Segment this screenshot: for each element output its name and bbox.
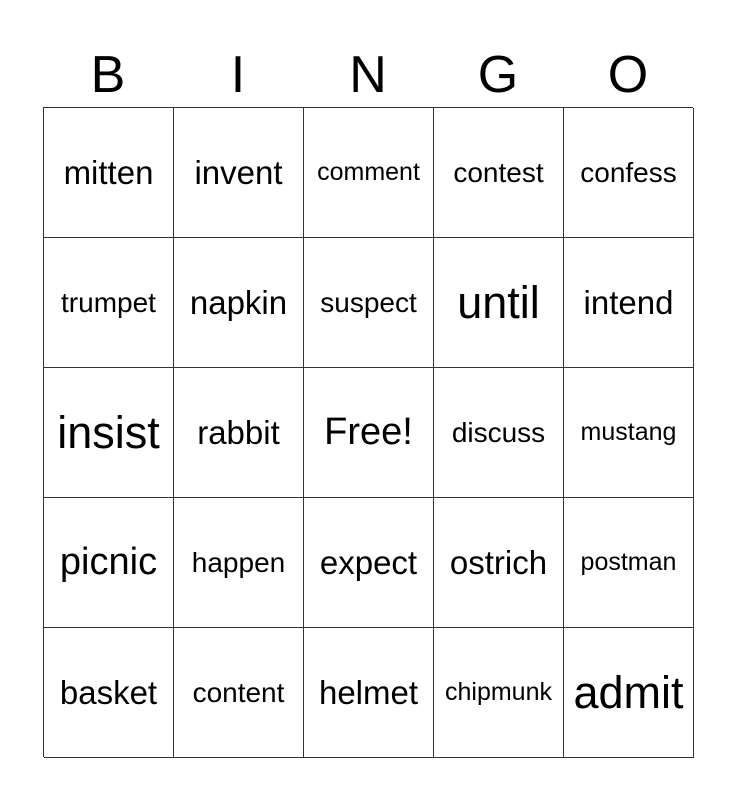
bingo-cell: basket [44,628,174,758]
bingo-cell: mitten [44,108,174,238]
header-letter-g: G [477,46,519,104]
bingo-cell: ostrich [434,498,564,628]
bingo-cell: rabbit [174,368,304,498]
bingo-cell: napkin [174,238,304,368]
bingo-cell: admit [564,628,694,758]
bingo-cell: chipmunk [434,628,564,758]
free-space-cell: Free! [304,368,434,498]
header-letter-o: O [607,46,649,104]
bingo-cell: insist [44,368,174,498]
bingo-board [43,107,693,757]
bingo-cell: happen [174,498,304,628]
bingo-cell: confess [564,108,694,238]
bingo-cell: discuss [434,368,564,498]
bingo-cell: helmet [304,628,434,758]
bingo-cell: trumpet [44,238,174,368]
bingo-cell: until [434,238,564,368]
bingo-cell: contest [434,108,564,238]
bingo-cell: postman [564,498,694,628]
bingo-cell: intend [564,238,694,368]
bingo-cell: picnic [44,498,174,628]
header-letter-b: B [90,46,126,104]
bingo-cell: suspect [304,238,434,368]
bingo-cell: content [174,628,304,758]
bingo-cell: mustang [564,368,694,498]
header-letter-i: I [230,46,246,104]
bingo-cell: expect [304,498,434,628]
bingo-header [43,42,693,108]
bingo-cell: invent [174,108,304,238]
bingo-cell: comment [304,108,434,238]
header-letter-n: N [349,46,387,104]
